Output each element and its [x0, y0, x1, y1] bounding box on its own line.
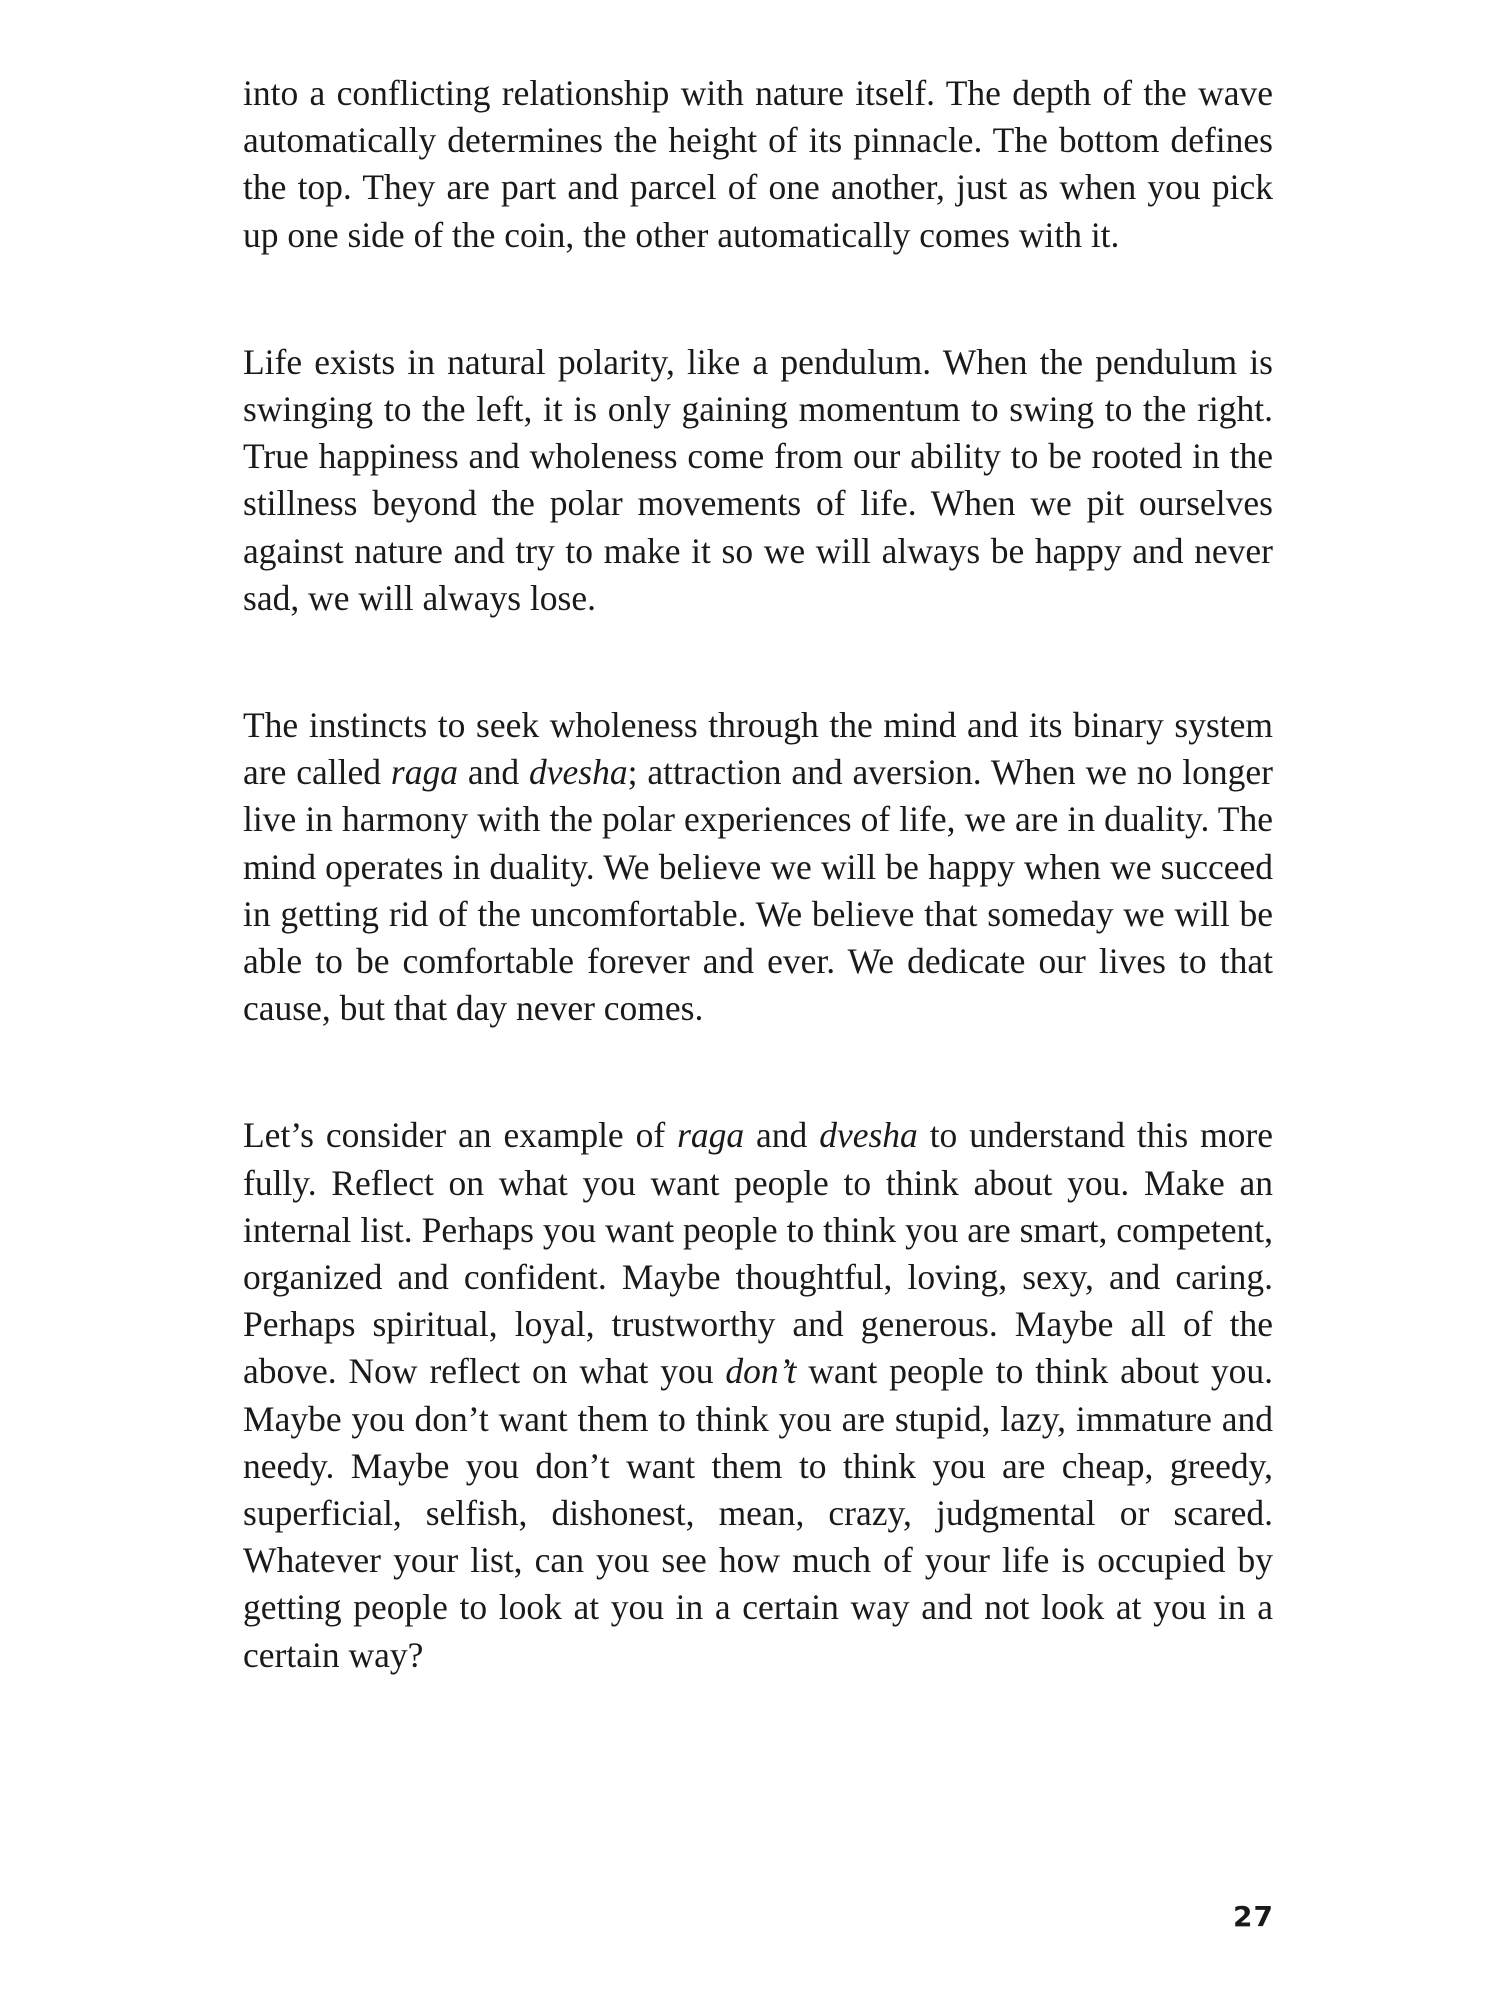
paragraph-4-text: want people to think about you. Maybe you don’t want them to think you are stupid, lazy, immature and needy. Maybe you don’t want them to think you are cheap, greedy, superficial, selfish, dishonest, mean, crazy, judgmental or scared. Whatever your list, can you see how much of your life is occupied by getting people to look at you in a certain way and not look at you in a certain way? [243, 1351, 1273, 1675]
paragraph-3-text: The instincts to seek wholeness through the mind and its binary system are called [243, 705, 1273, 793]
paragraph-4-text: Let’s consider an example of [243, 1115, 678, 1156]
paragraph-4 [243, 1112, 1273, 1678]
paragraph-2-text: Life exists in natural polarity, like a pendulum. When the pendulum is swinging to the left, it is only gaining momentum to swing to the right. True happiness and wholeness come from our ability to be rooted in the stillness beyond the polar movements of life. When we pit ourselves against nature and try to make it so we will always be happy and never sad, we will always lose. [243, 341, 1273, 618]
paragraph-3-text: ; attraction and aversion. When we no longer live in harmony with the polar experiences of life, we are in duality. The mind operates in duality. We believe we will be happy when we succeed in getting rid of the uncomfortable. We believe that someday we will be able to be comfortable forever and ever. We dedicate our lives to that cause, but that day never comes. [243, 752, 1273, 1029]
paragraph-1-text: into a conflicting relationship with nature itself. The depth of the wave automatically determines the height of its pinnacle. The bottom defines the top. They are part and parcel of one another, just as when you pick up one side of the coin, the other automatically comes with it. [243, 73, 1273, 255]
term-raga: raga [677, 1115, 745, 1156]
paragraph-1 [243, 70, 1273, 259]
paragraph-2 [243, 339, 1273, 622]
paragraph-4-text: and [744, 1115, 820, 1156]
term-dvesha: dvesha [529, 752, 628, 793]
paragraph-3-text: and [457, 752, 530, 793]
page-body [243, 70, 1273, 1679]
page-number: 27 [1233, 1900, 1274, 1933]
paragraph-3 [243, 702, 1273, 1032]
term-raga: raga [390, 752, 458, 793]
emphasis-dont: don’t [725, 1351, 797, 1392]
term-dvesha: dvesha [819, 1115, 918, 1156]
paragraph-4-text: to understand this more fully. Reflect on what you want people to think about you. Make an internal list. Perhaps you want people to think you are smart, competent, organized and confident. Maybe thoughtful, loving, sexy, and caring. Perhaps spiritual, loyal, trustworthy and generous. Maybe all of the above. Now reflect on what you [243, 1115, 1273, 1392]
